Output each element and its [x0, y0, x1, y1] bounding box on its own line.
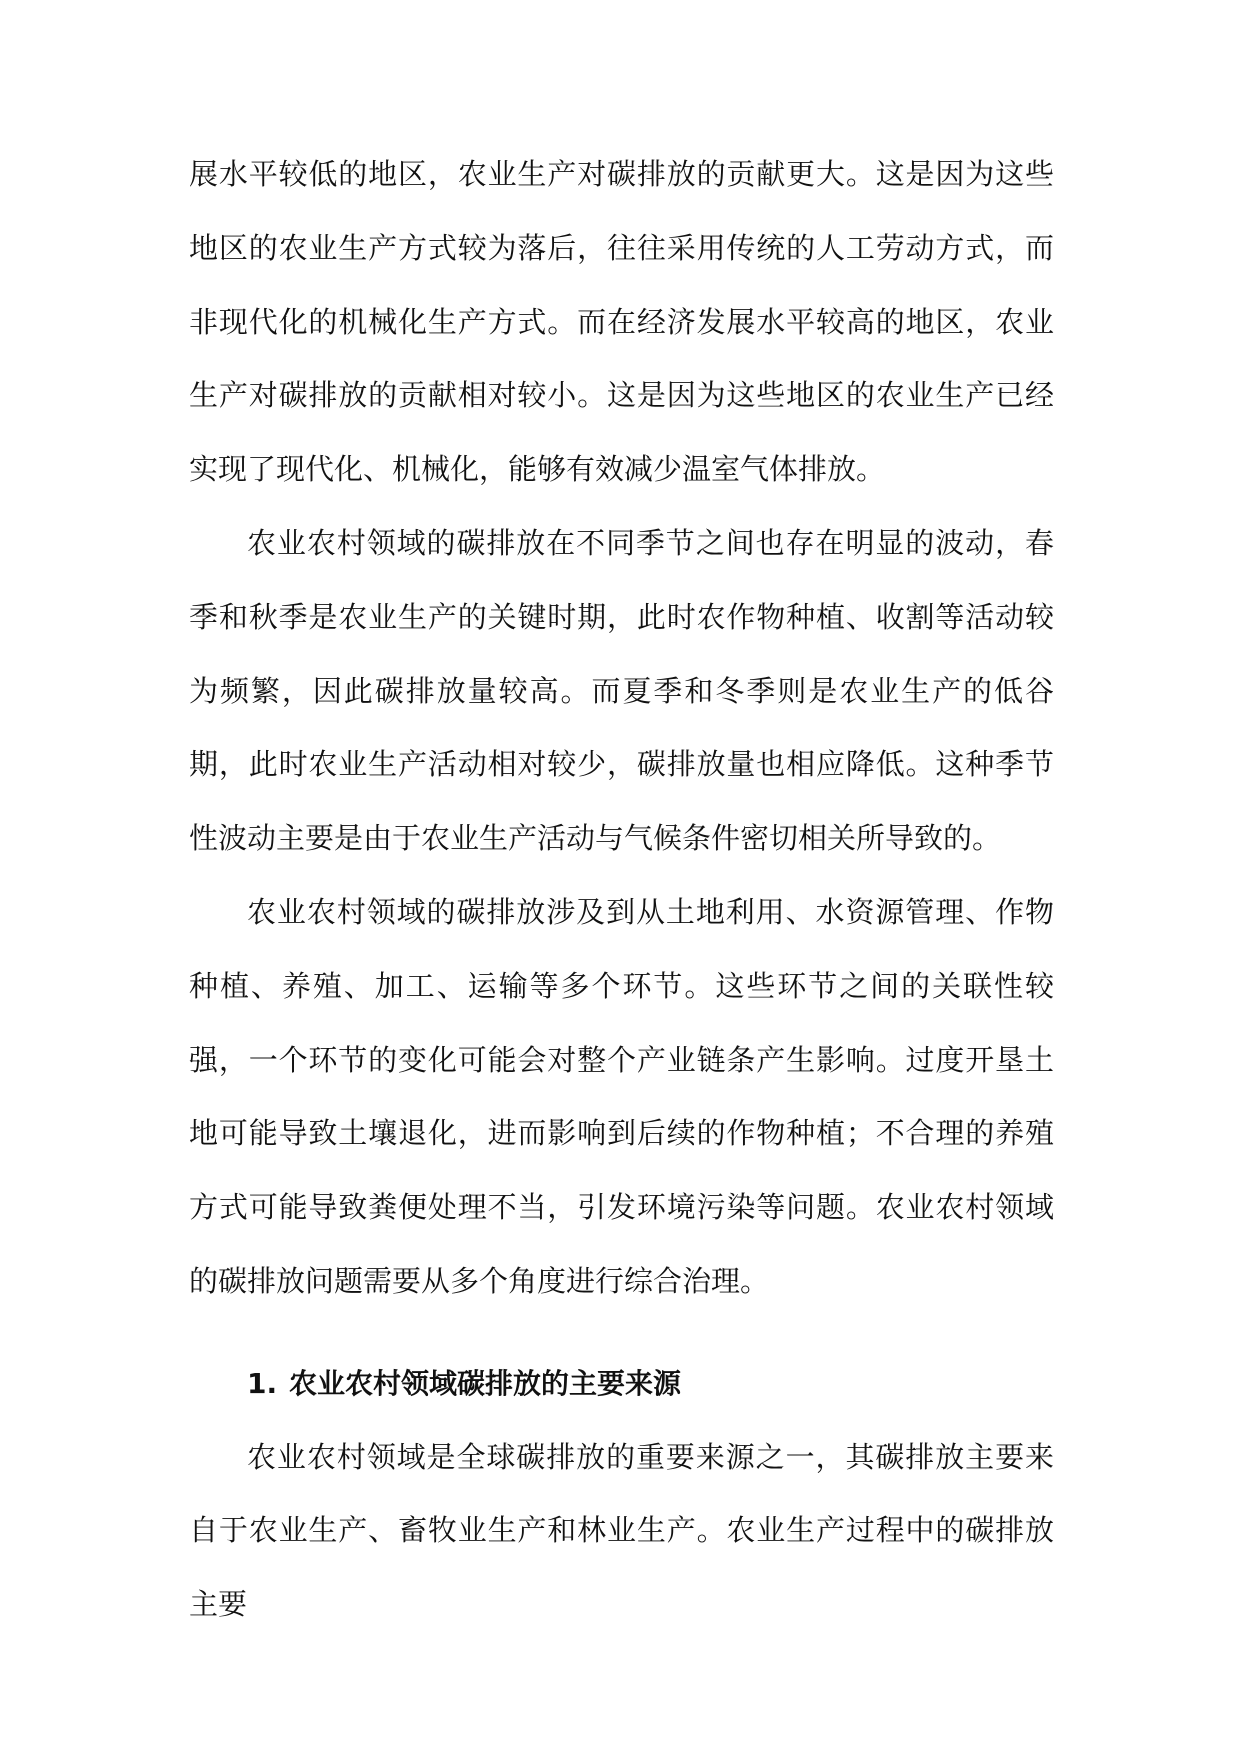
paragraph-main-sources: 农业农村领域是全球碳排放的重要来源之一，其碳排放主要来自于农业生产、畜牧业生产和林业生产。农业生产过程中的碳排放主要 [189, 1439, 1054, 1622]
section-title: 农业农村领域碳排放的主要来源 [289, 1366, 682, 1400]
section-number: 1. [247, 1366, 278, 1400]
paragraph-supply-chain: 农业农村领域的碳排放涉及到从土地利用、水资源管理、作物种植、养殖、加工、运输等多个环节。这些环节之间的关联性较强，一个环节的变化可能会对整个产业链条产生影响。过度开垦土地可能导致土壤退化，进而影响到后续的作物种植；不合理的养殖方式可能导致粪便处理不当，引发环境污染等问题。农业农村领域的碳排放问题需要从多个角度进行综合治理。 [189, 894, 1054, 1298]
paragraph-seasonal-fluctuation: 农业农村领域的碳排放在不同季节之间也存在明显的波动，春季和秋季是农业生产的关键时期，此时农作物种植、收割等活动较为频繁，因此碳排放量较高。而夏季和冬季则是农业生产的低谷期，此时农业生产活动相对较少，碳排放量也相应降低。这种季节性波动主要是由于农业生产活动与气候条件密切相关所导致的。 [189, 525, 1054, 856]
section-heading [189, 1347, 1054, 1421]
paragraph-continued: 展水平较低的地区，农业生产对碳排放的贡献更大。这是因为这些地区的农业生产方式较为落后，往往采用传统的人工劳动方式，而非现代化的机械化生产方式。而在经济发展水平较高的地区，农业生产对碳排放的贡献相对较小。这是因为这些地区的农业生产已经实现了现代化、机械化，能够有效减少温室气体排放。 [189, 157, 1054, 487]
document-body [189, 138, 1054, 1642]
